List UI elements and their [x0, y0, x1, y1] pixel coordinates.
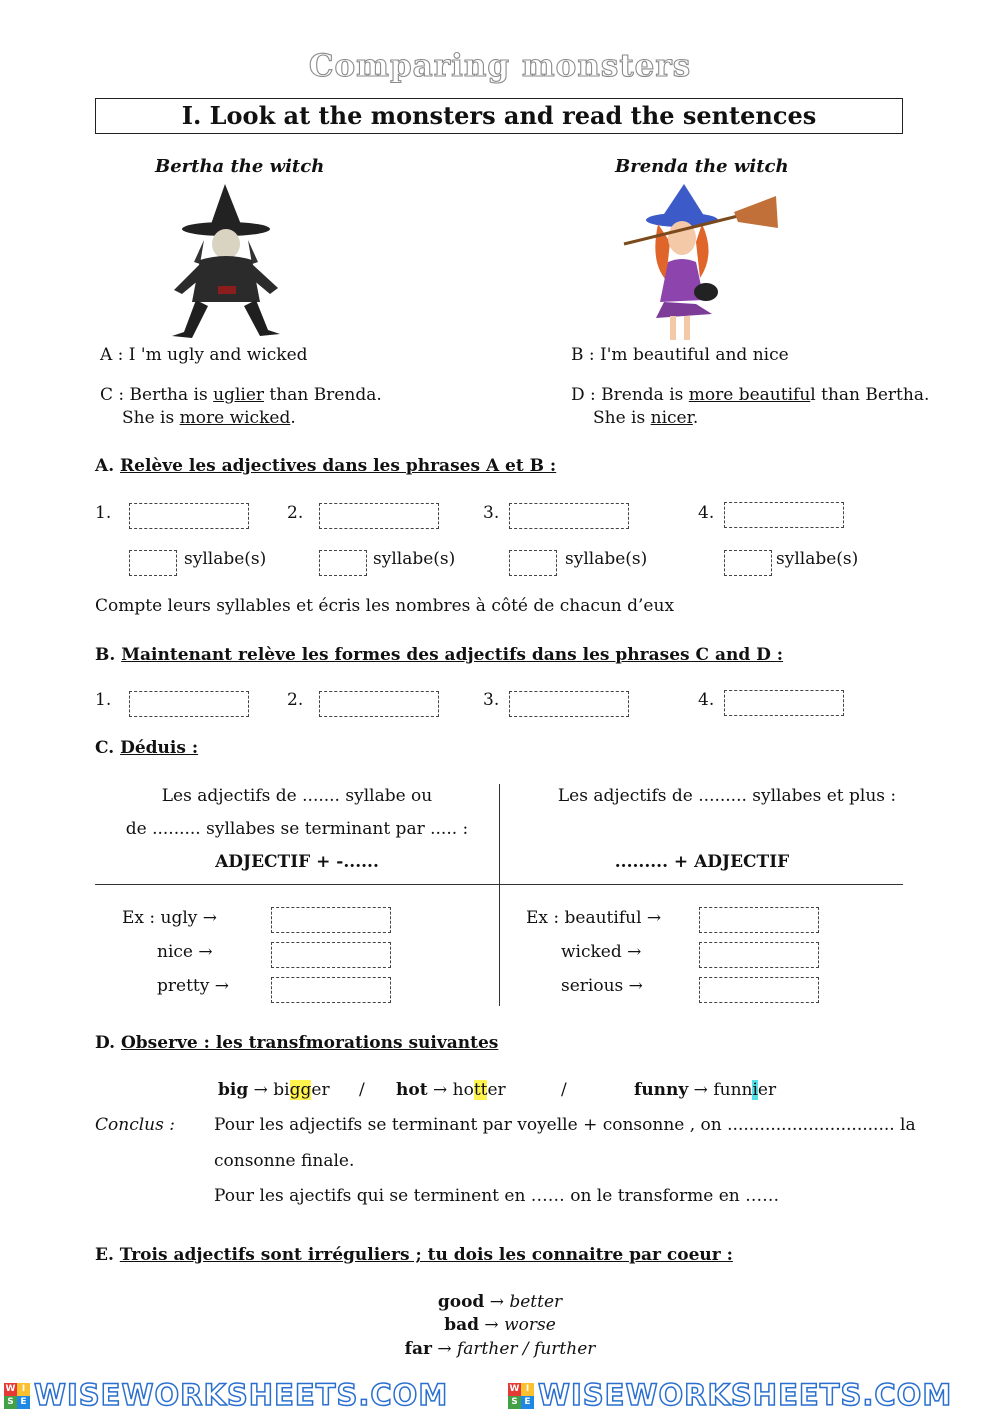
logo-letter: S — [508, 1396, 521, 1409]
section-c-title: Déduis : — [120, 738, 199, 758]
irregular-form: worse — [504, 1315, 556, 1335]
short-answer-2[interactable] — [271, 942, 391, 968]
short-answer-1[interactable] — [271, 907, 391, 933]
transformation-base: hot — [396, 1080, 428, 1100]
adjective-answer-4[interactable] — [724, 502, 844, 528]
sentence-d-comparative: more beautifu — [688, 385, 811, 405]
sentence-d-part: She is — [593, 408, 651, 428]
transformation-part: bi — [273, 1080, 290, 1100]
sentence-d-part: . — [692, 408, 699, 428]
transformation-part: er — [757, 1080, 777, 1100]
adjective-answer-3[interactable] — [509, 503, 629, 529]
bertha-caption: Bertha the witch — [155, 156, 325, 177]
irregular-bad — [0, 1315, 1000, 1335]
brenda-witch-image — [620, 182, 780, 342]
irregular-base: bad — [444, 1315, 480, 1335]
transformation-part: ho — [452, 1080, 474, 1100]
irregular-base: good — [437, 1292, 485, 1312]
transformation-funny — [634, 1080, 776, 1100]
comparative-answer-1[interactable] — [129, 691, 249, 717]
wiseworksheets-logo-icon — [4, 1383, 30, 1409]
syllable-count-1[interactable] — [129, 550, 177, 576]
b-num-2: 2. — [287, 690, 304, 710]
irregular-far — [0, 1339, 1000, 1359]
conclus-label: Conclus : — [95, 1115, 175, 1135]
watermark-text: WISEWORKSHEETS.COM — [34, 1378, 449, 1412]
b-num-4: 4. — [698, 690, 715, 710]
section-a-instruction: Compte leurs syllables et écris les nombres à côté de chacun d’eux — [95, 596, 675, 616]
comparative-answer-4[interactable] — [724, 690, 844, 716]
irregular-base: far — [404, 1339, 432, 1359]
syllabe-label-3: syllabe(s) — [565, 549, 648, 569]
arrow: → — [248, 1080, 274, 1100]
section-b-heading — [95, 645, 783, 665]
example-short-2: nice → — [157, 942, 213, 962]
rule-table-divider-vertical — [499, 784, 500, 1006]
comparative-answer-2[interactable] — [319, 691, 439, 717]
logo-letter: I — [17, 1383, 30, 1396]
sentence-c-part: She is — [122, 408, 180, 428]
sentence-d-part: D : Brenda is — [571, 385, 689, 405]
doubled-consonant-highlight: tt — [473, 1080, 488, 1100]
syllabe-label-1: syllabe(s) — [184, 549, 267, 569]
conclus-line-1: Pour les adjectifs se terminant par voyelle + consonne , on ............................... la — [214, 1115, 916, 1135]
logo-letter: E — [521, 1396, 534, 1409]
syllable-count-3[interactable] — [509, 550, 557, 576]
conclus-line-3: Pour les ajectifs qui se terminent en …… on le transforme en …… — [214, 1186, 780, 1206]
section-d-prefix: D. — [95, 1033, 121, 1053]
short-answer-3[interactable] — [271, 977, 391, 1003]
sentence-d-line2 — [593, 408, 698, 428]
section-a-title: Relève les adjectives dans les phrases A et B : — [120, 456, 557, 476]
transformation-part: er — [311, 1080, 330, 1100]
comparative-answer-3[interactable] — [509, 691, 629, 717]
doubled-consonant-highlight: gg — [289, 1080, 312, 1100]
arrow: → — [431, 1339, 457, 1359]
syllabe-label-2: syllabe(s) — [373, 549, 456, 569]
sentence-c-comparative-2: more wicked — [179, 408, 291, 428]
arrow: → — [688, 1080, 714, 1100]
example-short-3: pretty → — [157, 976, 229, 996]
arrow: → — [427, 1080, 453, 1100]
transformation-part: funn — [713, 1080, 753, 1100]
example-long-2: wicked → — [561, 942, 642, 962]
sentence-c-part: . — [290, 408, 296, 428]
rule-long-formula: ......... + ADJECTIF — [614, 852, 790, 872]
brenda-caption: Brenda the witch — [615, 156, 789, 177]
irregular-form: better — [509, 1292, 563, 1312]
sentence-c-comparative: uglier — [213, 385, 265, 405]
syllable-count-4[interactable] — [724, 550, 772, 576]
section-d-title: Observe : les transfmorations suivantes — [120, 1033, 499, 1053]
section-c-prefix: C. — [95, 738, 121, 758]
long-answer-1[interactable] — [699, 907, 819, 933]
section-e-prefix: E. — [95, 1245, 120, 1265]
transformation-base: big — [218, 1080, 249, 1100]
b-num-1: 1. — [95, 690, 112, 710]
sentence-b: B : I'm beautiful and nice — [571, 345, 789, 365]
sentence-c-part: than Brenda. — [264, 385, 382, 405]
logo-letter: S — [4, 1396, 17, 1409]
logo-letter: W — [509, 1384, 520, 1394]
sentence-d — [571, 385, 929, 405]
section-a-prefix: A. — [95, 456, 121, 476]
transformation-base: funny — [634, 1080, 689, 1100]
separator-1: / — [359, 1080, 365, 1100]
example-long-1: Ex : beautiful → — [526, 908, 662, 928]
irregular-good — [0, 1292, 1000, 1312]
wiseworksheets-logo-icon — [508, 1383, 534, 1409]
rule-long-line1: Les adjectifs de ......... syllabes et plus : — [557, 786, 897, 806]
logo-letter: I — [521, 1383, 534, 1396]
long-answer-2[interactable] — [699, 942, 819, 968]
section-a-heading — [95, 456, 556, 476]
section-d-heading — [95, 1033, 498, 1053]
logo-letter: E — [17, 1396, 30, 1409]
a-num-1: 1. — [95, 503, 112, 523]
example-short-1: Ex : ugly → — [122, 908, 218, 928]
sentence-c-part: C : Bertha is — [100, 385, 214, 405]
logo-letter: W — [5, 1384, 16, 1394]
conclus-line-2: consonne finale. — [214, 1151, 355, 1171]
page-title: Comparing monsters — [308, 48, 692, 84]
rule-table-divider-horizontal — [95, 884, 903, 885]
arrow: → — [479, 1315, 505, 1335]
adjective-answer-2[interactable] — [319, 503, 439, 529]
a-num-3: 3. — [483, 503, 500, 523]
a-num-4: 4. — [698, 503, 715, 523]
sentence-d-comparative-2: nicer — [650, 408, 693, 428]
section-c-heading — [95, 738, 198, 758]
section-b-title: Maintenant relève les formes des adjectifs dans les phrases C and D : — [121, 645, 784, 665]
syllable-count-2[interactable] — [319, 550, 367, 576]
section-b-prefix: B. — [95, 645, 122, 665]
long-answer-3[interactable] — [699, 977, 819, 1003]
irregular-form: farther / further — [456, 1339, 596, 1359]
sentence-c — [100, 385, 382, 405]
rule-short-line2: de ......... syllabes se terminant par ..... : — [125, 819, 469, 839]
example-long-3: serious → — [561, 976, 643, 996]
sentence-a: A : I 'm ugly and wicked — [100, 345, 308, 365]
syllabe-label-4: syllabe(s) — [776, 549, 859, 569]
transformation-big — [218, 1080, 330, 1100]
rule-short-formula: ADJECTIF + -...... — [215, 852, 379, 872]
a-num-2: 2. — [287, 503, 304, 523]
arrow: → — [484, 1292, 510, 1312]
rule-short-line1: Les adjectifs de ....... syllabe ou — [161, 786, 433, 806]
b-num-3: 3. — [483, 690, 500, 710]
watermark-text: WISEWORKSHEETS.COM — [538, 1378, 953, 1412]
sentence-c-line2 — [122, 408, 296, 428]
transformation-hot — [396, 1080, 506, 1100]
sentence-d-part: l than Bertha. — [810, 385, 930, 405]
transformation-part: er — [487, 1080, 506, 1100]
footer-watermark — [0, 1378, 1000, 1413]
separator-2: / — [561, 1080, 567, 1100]
y-to-i-highlight: i — [752, 1080, 758, 1100]
section-e-title: Trois adjectifs sont irréguliers ; tu dois les connaitre par coeur : — [119, 1245, 733, 1265]
bertha-witch-image — [160, 182, 290, 342]
adjective-answer-1[interactable] — [129, 503, 249, 529]
section-e-heading — [95, 1245, 733, 1265]
section-1-heading: I. Look at the monsters and read the sentences — [95, 98, 903, 134]
